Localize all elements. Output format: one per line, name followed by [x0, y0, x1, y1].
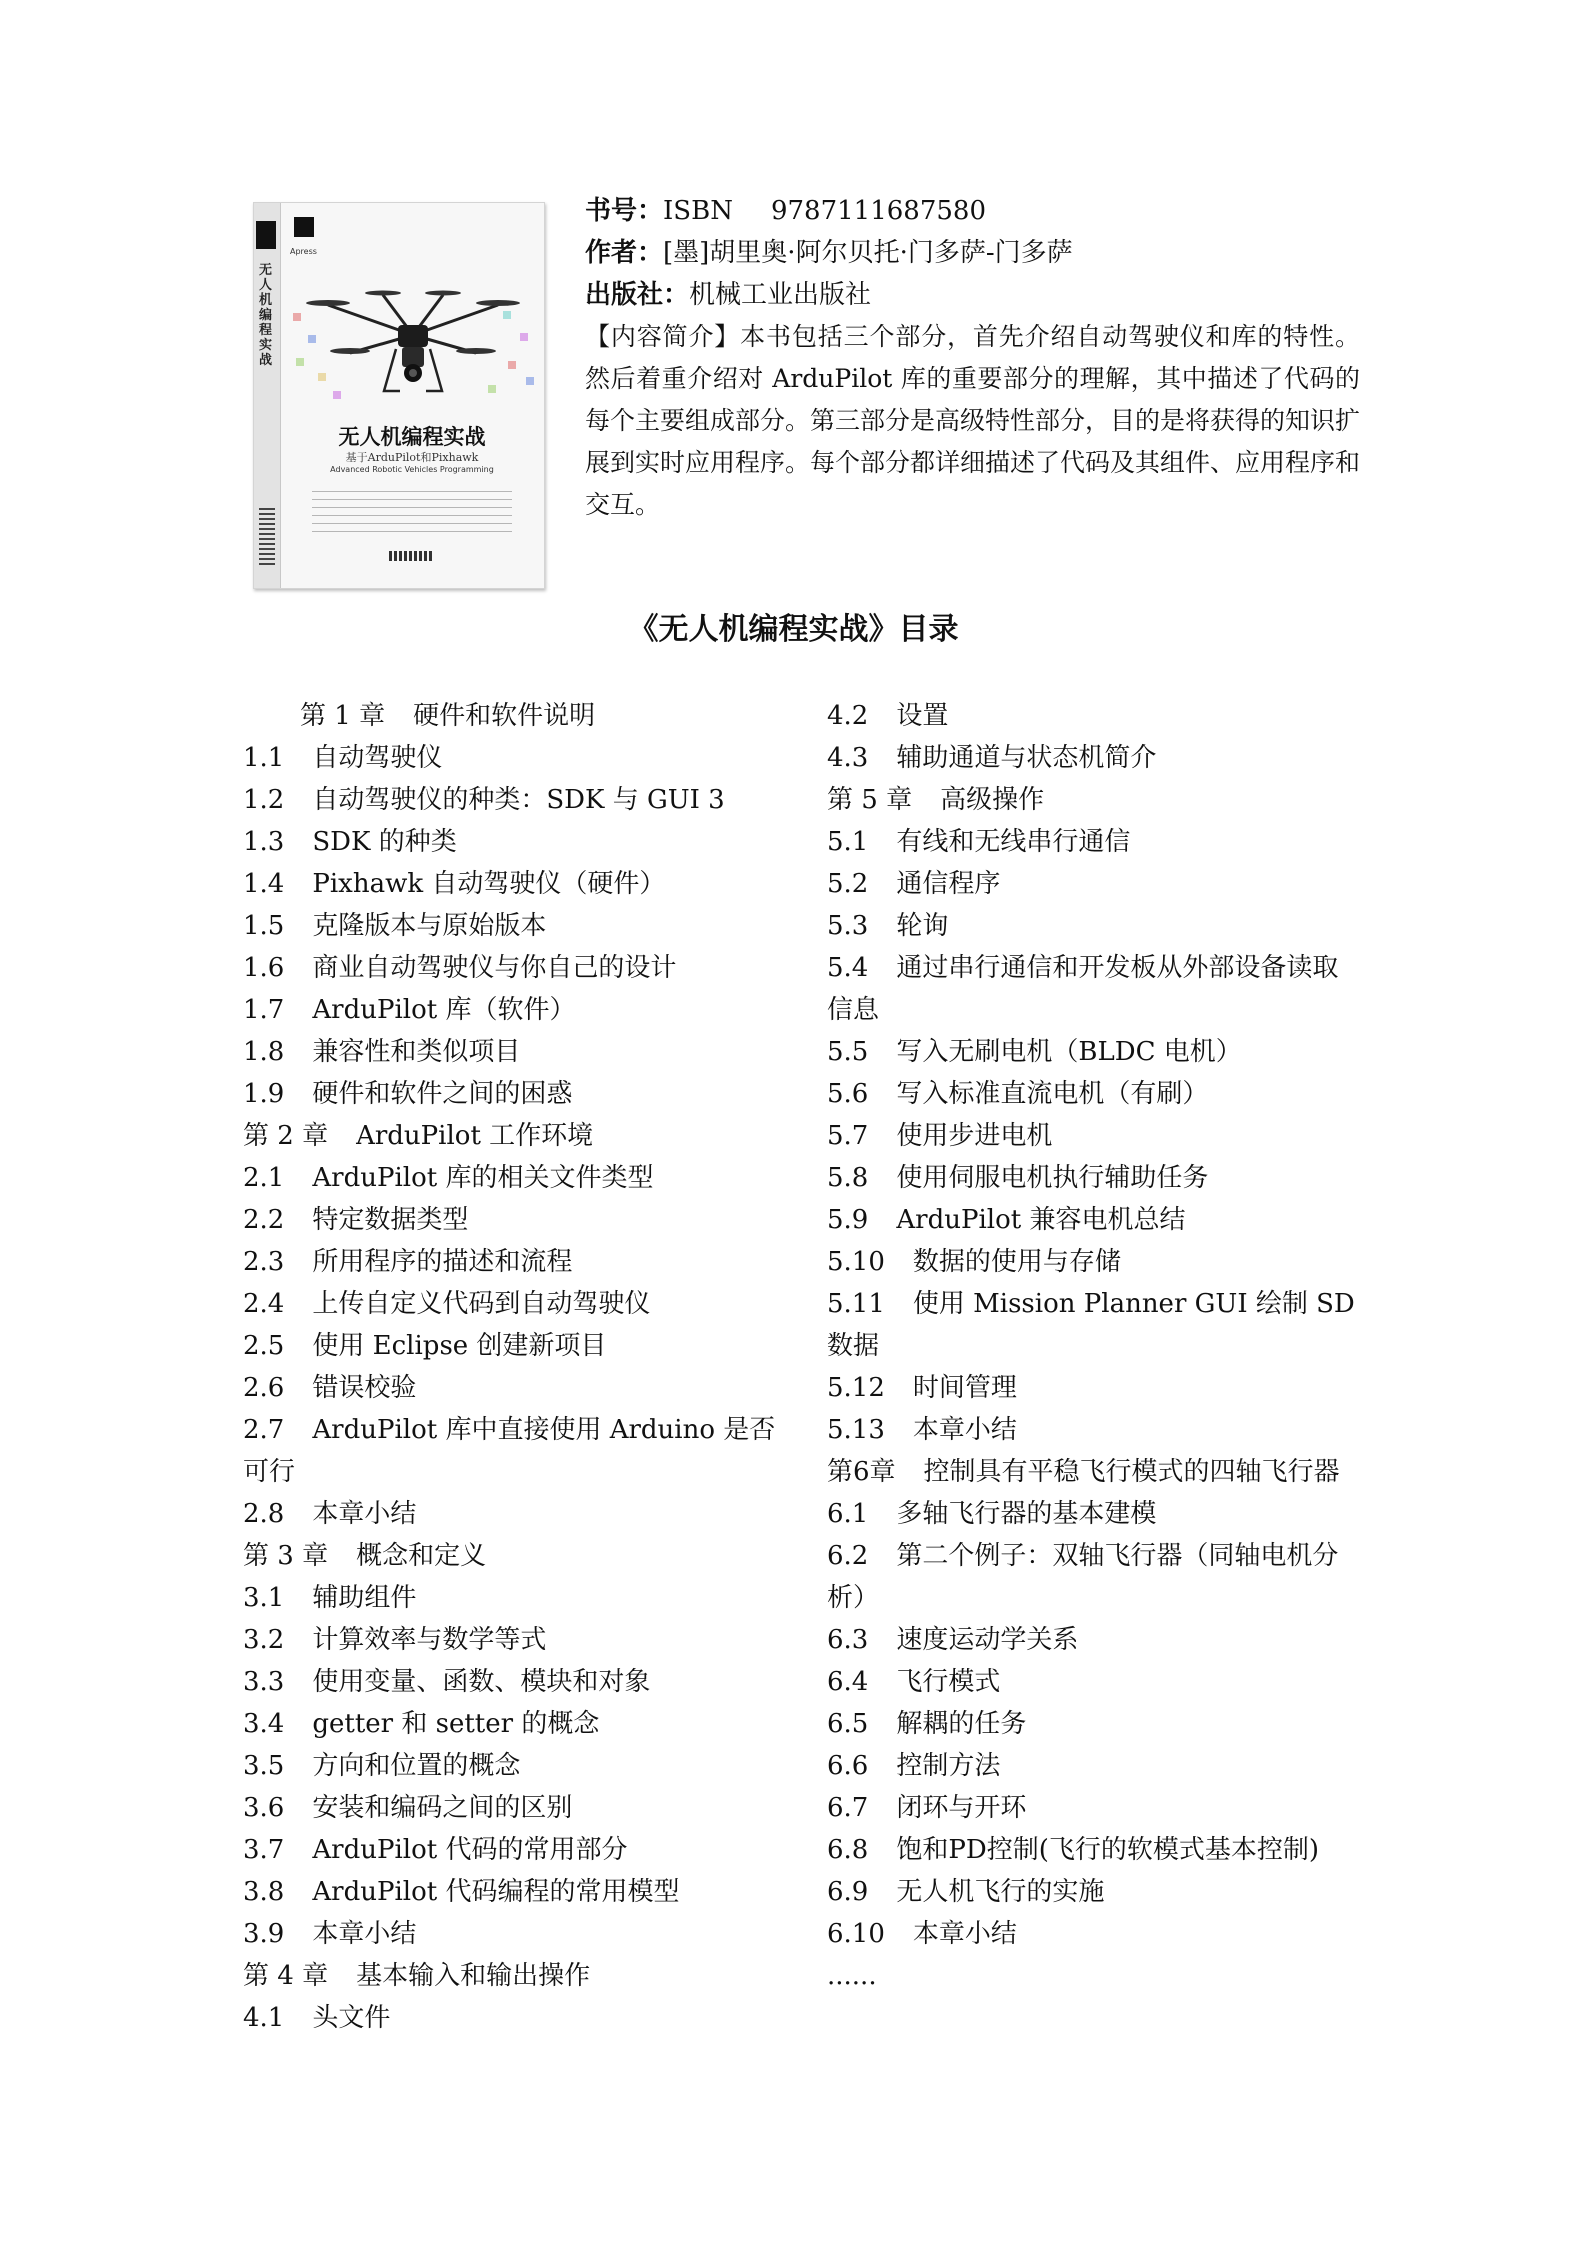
toc-entry-title: 控制具有平稳飞行模式的四轴飞行器: [923, 1457, 1340, 1487]
cover-title: 无人机编程实战: [338, 424, 486, 449]
toc-entry-number: 5.1: [827, 827, 869, 857]
cover-author-fineprint: [312, 491, 512, 539]
toc-entry: [243, 821, 778, 863]
author-name: [墨]胡里奥·阿尔贝托·门多萨-门多萨: [663, 238, 1073, 268]
toc-entry-title: ......: [827, 1961, 877, 1991]
toc-entry: [243, 695, 778, 737]
toc-entry: [243, 1325, 778, 1367]
toc-entry-number: 3.3: [243, 1667, 285, 1697]
toc-entry-number: 第 3 章: [243, 1541, 329, 1571]
toc-entry: [243, 863, 778, 905]
isbn-number: 9787111687580: [770, 196, 987, 226]
toc-entry-number: 2.1: [243, 1163, 285, 1193]
toc-entry-number: 3.2: [243, 1625, 285, 1655]
toc-entry-number: 1.8: [243, 1037, 285, 1067]
toc-entry: [827, 1283, 1362, 1367]
toc-entry-title: 本章小结: [912, 1919, 1017, 1949]
cover-subtitle: 基于ArduPilot和Pixhawk: [345, 451, 479, 464]
toc-entry: [243, 1115, 778, 1157]
toc-entry-title: ArduPilot 工作环境: [356, 1121, 594, 1151]
toc-entry-number: 6.10: [827, 1919, 885, 1949]
isbn-line: [585, 190, 1360, 232]
toc-entry: [827, 1409, 1362, 1451]
toc-entry-title: 上传自定义代码到自动驾驶仪: [312, 1289, 651, 1319]
toc-entry-number: 2.7: [243, 1415, 285, 1445]
toc-entry-number: 5.7: [827, 1121, 869, 1151]
toc-entry-number: 6.4: [827, 1667, 869, 1697]
toc-entry: [243, 1157, 778, 1199]
toc-entry: [243, 1367, 778, 1409]
toc-entry: [243, 1577, 778, 1619]
toc-entry-title: 使用步进电机: [896, 1121, 1053, 1151]
summary-label: 【内容简介】: [585, 322, 741, 351]
isbn-prefix: ISBN: [663, 196, 733, 226]
toc-entry: [827, 1913, 1362, 1955]
toc-entry: [827, 1787, 1362, 1829]
toc-entry: [827, 695, 1362, 737]
toc-entry: [243, 1997, 778, 2039]
toc-entry-title: 安装和编码之间的区别: [312, 1793, 573, 1823]
toc-entry: [243, 1493, 778, 1535]
cover-brand: Apress: [290, 247, 317, 256]
toc-entry-title: 兼容性和类似项目: [312, 1037, 521, 1067]
toc-entry-number: 1.9: [243, 1079, 285, 1109]
toc-entry-number: 第 2 章: [243, 1121, 329, 1151]
toc-entry-number: 6.6: [827, 1751, 869, 1781]
toc-entry-title: 本章小结: [312, 1919, 417, 1949]
content-summary: [585, 316, 1360, 526]
toc-entry-title: 轮询: [896, 911, 949, 941]
toc-entry: [827, 1661, 1362, 1703]
toc-entry-number: 6.5: [827, 1709, 869, 1739]
toc-entry: [827, 1367, 1362, 1409]
toc-entry: [827, 1535, 1362, 1619]
toc-entry-number: 5.6: [827, 1079, 869, 1109]
toc-entry: [243, 1241, 778, 1283]
toc-entry-number: 6.7: [827, 1793, 869, 1823]
toc-entry: [243, 1745, 778, 1787]
toc-entry: [827, 1619, 1362, 1661]
toc-entry: [243, 1913, 778, 1955]
toc-entry-number: 1.6: [243, 953, 285, 983]
toc-entry: [827, 1073, 1362, 1115]
cover-spine: [254, 203, 281, 588]
toc-entry-number: 1.2: [243, 785, 285, 815]
toc-entry: [243, 1031, 778, 1073]
toc-entry-title: 基本输入和输出操作: [356, 1961, 591, 1991]
toc-entry-title: 设置: [896, 701, 949, 731]
toc-entry: [243, 737, 778, 779]
toc-entry: [827, 1829, 1362, 1871]
toc-entry-title: Pixhawk 自动驾驶仪（硬件）: [312, 869, 666, 899]
toc-entry-title: 使用 Eclipse 创建新项目: [312, 1331, 607, 1361]
toc-entry: [243, 989, 778, 1031]
toc-title: 《无人机编程实战》目录: [628, 612, 959, 647]
toc-entry: [827, 905, 1362, 947]
toc-entry-number: 2.3: [243, 1247, 285, 1277]
toc-entry-number: 5.12: [827, 1373, 885, 1403]
toc-entry: [243, 779, 778, 821]
toc-entry: [827, 863, 1362, 905]
spine-title: 无人机编程实战: [259, 263, 273, 368]
toc-entry-title: 多轴飞行器的基本建模: [896, 1499, 1157, 1529]
toc-entry-number: 5.8: [827, 1163, 869, 1193]
toc-entry: [243, 1073, 778, 1115]
spine-publisher-mark: [259, 508, 275, 568]
toc-entry-title: 时间管理: [912, 1373, 1017, 1403]
toc-entry-title: 头文件: [312, 2003, 391, 2033]
toc-entry-title: 本章小结: [312, 1499, 417, 1529]
toc-entry-title: 自动驾驶仪: [312, 743, 443, 773]
toc-entry-number: 2.6: [243, 1373, 285, 1403]
publisher-name: 机械工业出版社: [689, 280, 872, 310]
toc-entry: [827, 1157, 1362, 1199]
toc-entry-number: 3.7: [243, 1835, 285, 1865]
toc-entry-title: 错误校验: [312, 1373, 417, 1403]
toc-entry: [243, 1703, 778, 1745]
toc-entry-title: ArduPilot 库中直接使用 Arduino 是否可行: [243, 1415, 776, 1487]
toc-entry-number: 2.4: [243, 1289, 285, 1319]
toc-entry-number: 6.8: [827, 1835, 869, 1865]
toc-entry-number: 3.1: [243, 1583, 285, 1613]
toc-entry: [243, 1283, 778, 1325]
toc-entry-number: 3.6: [243, 1793, 285, 1823]
toc-entry-number: 6.1: [827, 1499, 869, 1529]
toc-entry: [827, 1451, 1362, 1493]
toc-entry-number: 5.2: [827, 869, 869, 899]
toc-entry: [827, 821, 1362, 863]
toc-entry: [827, 1871, 1362, 1913]
toc-entry-title: 使用伺服电机执行辅助任务: [896, 1163, 1209, 1193]
toc-entry-number: 1.1: [243, 743, 285, 773]
toc-entry-number: 6.2: [827, 1541, 869, 1571]
publisher-line: [585, 274, 1360, 316]
toc-entry: [827, 947, 1362, 1031]
toc-entry-title: 闭环与开环: [896, 1793, 1027, 1823]
toc-entry: [827, 1031, 1362, 1073]
toc-entry-number: 6.9: [827, 1877, 869, 1907]
toc-entry-number: 2.5: [243, 1331, 285, 1361]
toc-entry-number: 5.5: [827, 1037, 869, 1067]
cover-english-title: Advanced Robotic Vehicles Programming: [330, 465, 494, 474]
toc-entry-number: 5.11: [827, 1289, 885, 1319]
toc-entry-number: 第 4 章: [243, 1961, 329, 1991]
toc-entry-title: 速度运动学关系: [896, 1625, 1079, 1655]
toc-entry-title: 商业自动驾驶仪与你自己的设计: [312, 953, 677, 983]
toc-entry-title: 高级操作: [940, 785, 1045, 815]
publisher-logo-icon: [256, 221, 276, 249]
toc-entry-title: 无人机飞行的实施: [896, 1877, 1105, 1907]
toc-entry-number: 5.13: [827, 1415, 885, 1445]
toc-entry: [827, 779, 1362, 821]
toc-entry-title: 通信程序: [896, 869, 1001, 899]
series-logo-icon: [294, 217, 314, 237]
toc-entry-title: 方向和位置的概念: [312, 1751, 521, 1781]
toc-entry-number: 1.7: [243, 995, 285, 1025]
toc-entry: [243, 1955, 778, 1997]
toc-entry: [827, 737, 1362, 779]
toc-entry-title: 有线和无线串行通信: [896, 827, 1131, 857]
toc-entry-title: ArduPilot 代码编程的常用模型: [312, 1877, 680, 1907]
toc-entry-number: 5.3: [827, 911, 869, 941]
toc-entry-number: 3.8: [243, 1877, 285, 1907]
toc-entry: [243, 1199, 778, 1241]
toc-entry-number: 5.9: [827, 1205, 869, 1235]
toc-entry-number: 6.3: [827, 1625, 869, 1655]
toc-entry: [827, 1115, 1362, 1157]
toc-entry-number: 5.10: [827, 1247, 885, 1277]
toc-entry-title: 自动驾驶仪的种类：SDK 与 GUI 3: [312, 785, 725, 815]
toc-entry-number: 3.5: [243, 1751, 285, 1781]
toc-entry-title: 特定数据类型: [312, 1205, 469, 1235]
toc-entry-title: 辅助组件: [312, 1583, 417, 1613]
toc-entry-title: 计算效率与数学等式: [312, 1625, 547, 1655]
toc-entry-title: 写入无刷电机（BLDC 电机）: [896, 1037, 1242, 1067]
toc-entry-number: 4.1: [243, 2003, 285, 2033]
toc-entry-number: 1.5: [243, 911, 285, 941]
toc-left-column: [243, 695, 778, 2039]
summary-text: 本书包括三个部分，首先介绍自动驾驶仪和库的特性。然后着重介绍对 ArduPilot 库的重要部分的理解，其中描述了代码的每个主要组成部分。第三部分是高级特性部分，目的是将获得的知识扩展到实时应用程序。每个部分都详细描述了代码及其组件、应用程序和交互。: [585, 322, 1361, 519]
toc-entry-title: 克隆版本与原始版本: [312, 911, 547, 941]
toc-entry-title: 所用程序的描述和流程: [312, 1247, 573, 1277]
toc-entry-title: 本章小结: [912, 1415, 1017, 1445]
toc-entry-number: 第6章: [827, 1457, 896, 1487]
toc-entry-number: 1.4: [243, 869, 285, 899]
cover-publisher-logo-icon: [389, 551, 433, 561]
toc-entry-number: 3.9: [243, 1919, 285, 1949]
toc-entry: [243, 1787, 778, 1829]
toc-entry: [827, 1199, 1362, 1241]
drone-illustration-icon: [288, 273, 538, 413]
toc-entry-title: 写入标准直流电机（有刷）: [896, 1079, 1209, 1109]
toc-entry: [243, 947, 778, 989]
toc-right-column: [827, 695, 1362, 1997]
toc-entry: [243, 1535, 778, 1577]
toc-entry: [243, 1829, 778, 1871]
toc-entry-number: 3.4: [243, 1709, 285, 1739]
toc-entry-number: 1.3: [243, 827, 285, 857]
toc-entry-title: 使用变量、函数、模块和对象: [312, 1667, 651, 1697]
toc-entry-title: getter 和 setter 的概念: [312, 1709, 600, 1739]
isbn-label: 书号：: [585, 196, 664, 226]
book-cover-image: [253, 202, 545, 589]
toc-entry-title: 飞行模式: [896, 1667, 1001, 1697]
toc-entry-title: 第二个例子：双轴飞行器（同轴电机分析）: [827, 1541, 1339, 1613]
toc-entry-number: 2.2: [243, 1205, 285, 1235]
toc-entry-title: 硬件和软件之间的困惑: [312, 1079, 573, 1109]
toc-entry-number: 4.2: [827, 701, 869, 731]
book-info: [585, 190, 1360, 526]
toc-entry: [243, 1871, 778, 1913]
toc-entry-number: 4.3: [827, 743, 869, 773]
toc-entry-number: 第 5 章: [827, 785, 913, 815]
toc-entry-number: 第 1 章: [300, 701, 386, 731]
toc-entry: [827, 1745, 1362, 1787]
toc-entry-title: 硬件和软件说明: [413, 701, 596, 731]
toc-entry-title: ArduPilot 库的相关文件类型: [312, 1163, 654, 1193]
toc-entry: [243, 905, 778, 947]
toc-entry-title: 通过串行通信和开发板从外部设备读取信息: [827, 953, 1339, 1025]
toc-entry-title: 解耦的任务: [896, 1709, 1027, 1739]
author-label: 作者：: [585, 238, 664, 268]
toc-entry: [827, 1703, 1362, 1745]
toc-entry-title: 饱和PD控制(飞行的软模式基本控制): [896, 1835, 1319, 1865]
toc-entry: [827, 1955, 1362, 1997]
toc-entry: [243, 1619, 778, 1661]
toc-entry-title: 数据的使用与存储: [912, 1247, 1121, 1277]
toc-entry-title: ArduPilot 代码的常用部分: [312, 1835, 628, 1865]
toc-entry-number: 5.4: [827, 953, 869, 983]
author-line: [585, 232, 1360, 274]
toc-entry-title: 控制方法: [896, 1751, 1001, 1781]
toc-entry: [243, 1661, 778, 1703]
toc-entry-title: 概念和定义: [356, 1541, 487, 1571]
toc-entry-title: ArduPilot 兼容电机总结: [896, 1205, 1186, 1235]
toc-entry: [827, 1493, 1362, 1535]
toc-entry-title: 辅助通道与状态机简介: [896, 743, 1157, 773]
toc-entry: [243, 1409, 778, 1493]
toc-entry-number: 2.8: [243, 1499, 285, 1529]
toc-entry-title: SDK 的种类: [312, 827, 457, 857]
toc-entry-title: 使用 Mission Planner GUI 绘制 SD 数据: [827, 1289, 1355, 1361]
toc-entry: [827, 1241, 1362, 1283]
publisher-label: 出版社：: [585, 280, 690, 310]
toc-entry-title: ArduPilot 库（软件）: [312, 995, 576, 1025]
